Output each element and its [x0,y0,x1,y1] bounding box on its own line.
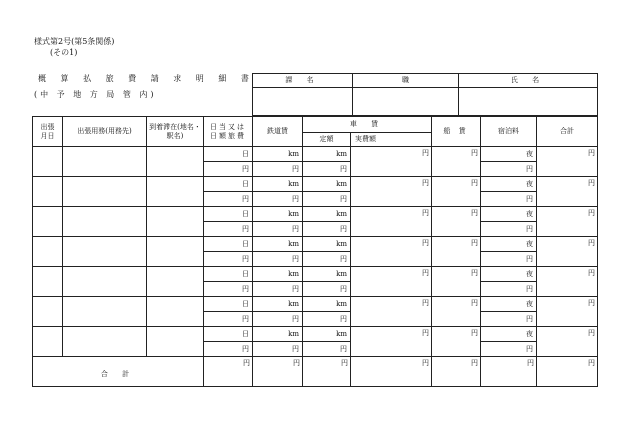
car-fixed-yen-unit: 円 [303,252,351,267]
form-sub-label: (その1) [50,48,78,57]
arrival-cell[interactable] [147,177,204,207]
lodging-night-unit: 夜 [481,207,537,222]
date-cell[interactable] [33,147,63,177]
arrival-cell[interactable] [147,297,204,327]
lodging-yen-unit: 円 [481,252,537,267]
total-sum-unit: 円 [537,357,598,387]
car-fixed-yen-unit: 円 [303,342,351,357]
arrival-cell[interactable] [147,207,204,237]
purpose-cell[interactable] [63,207,147,237]
car-km-unit: km [303,207,351,222]
daily-yen-unit: 円 [204,282,253,297]
daily-day-unit: 日 [204,207,253,222]
car-actual-unit: 円 [351,267,432,297]
col-header-daily: 日当又は日額旅費 [204,117,253,147]
car-km-unit: km [303,297,351,312]
arrival-cell[interactable] [147,327,204,357]
total-unit: 円 [537,207,598,237]
lodging-night-unit: 夜 [481,177,537,192]
total-unit: 円 [537,297,598,327]
car-actual-unit: 円 [351,237,432,267]
railway-yen-unit: 円 [253,342,303,357]
col-header-date: 出張月日 [33,117,63,147]
name-value-cell[interactable] [459,88,598,116]
ship-unit: 円 [432,207,481,237]
total-lodging-unit: 円 [481,357,537,387]
lodging-night-unit: 夜 [481,237,537,252]
lodging-yen-unit: 円 [481,312,537,327]
car-fixed-yen-unit: 円 [303,282,351,297]
daily-day-unit: 日 [204,327,253,342]
car-fixed-yen-unit: 円 [303,222,351,237]
date-cell[interactable] [33,297,63,327]
total-railway-unit: 円 [253,357,303,387]
ship-unit: 円 [432,147,481,177]
purpose-cell[interactable] [63,237,147,267]
total-daily-unit: 円 [204,357,253,387]
document-subtitle: (中 予 地 方 局 管 内) [34,90,157,99]
car-actual-unit: 円 [351,207,432,237]
total-unit: 円 [537,237,598,267]
table-row [33,297,598,312]
lodging-night-unit: 夜 [481,297,537,312]
purpose-cell[interactable] [63,297,147,327]
daily-day-unit: 日 [204,237,253,252]
date-cell[interactable] [33,177,63,207]
car-fixed-yen-unit: 円 [303,192,351,207]
purpose-cell[interactable] [63,327,147,357]
daily-yen-unit: 円 [204,192,253,207]
lodging-yen-unit: 円 [481,192,537,207]
expense-table [32,116,598,387]
railway-km-unit: km [253,237,303,252]
document-title: 概 算 払 旅 費 請 求 明 細 書 [38,74,255,83]
arrival-cell[interactable] [147,267,204,297]
date-cell[interactable] [33,327,63,357]
daily-day-unit: 日 [204,177,253,192]
railway-yen-unit: 円 [253,282,303,297]
header-section-label: 課 名 [253,74,353,88]
lodging-night-unit: 夜 [481,267,537,282]
date-cell[interactable] [33,207,63,237]
purpose-cell[interactable] [63,267,147,297]
form-number-label: 様式第2号(第5条関係) [34,37,115,46]
railway-yen-unit: 円 [253,222,303,237]
date-cell[interactable] [33,237,63,267]
total-unit: 円 [537,177,598,207]
car-km-unit: km [303,327,351,342]
col-header-total: 合計 [537,117,598,147]
table-row [33,327,598,342]
lodging-yen-unit: 円 [481,282,537,297]
lodging-yen-unit: 円 [481,162,537,177]
total-unit: 円 [537,147,598,177]
col-header-car-actual: 実費額 [351,133,432,147]
ship-unit: 円 [432,237,481,267]
car-fixed-yen-unit: 円 [303,312,351,327]
car-actual-unit: 円 [351,147,432,177]
col-header-arrival: 到着滞在(地名・駅名) [147,117,204,147]
ship-unit: 円 [432,177,481,207]
total-unit: 円 [537,327,598,357]
arrival-cell[interactable] [147,237,204,267]
lodging-night-unit: 夜 [481,147,537,162]
railway-km-unit: km [253,147,303,162]
daily-yen-unit: 円 [204,312,253,327]
car-km-unit: km [303,237,351,252]
lodging-night-unit: 夜 [481,327,537,342]
table-row [33,177,598,192]
header-box [252,73,598,116]
purpose-cell[interactable] [63,177,147,207]
total-unit: 円 [537,267,598,297]
col-header-railway: 鉄道賃 [253,117,303,147]
daily-yen-unit: 円 [204,162,253,177]
header-position-label: 職 [353,74,459,88]
col-header-car-fixed: 定額 [303,133,351,147]
railway-km-unit: km [253,267,303,282]
daily-day-unit: 日 [204,147,253,162]
table-row [33,267,598,282]
car-km-unit: km [303,177,351,192]
railway-km-unit: km [253,207,303,222]
car-km-unit: km [303,147,351,162]
daily-yen-unit: 円 [204,252,253,267]
section-value-cell[interactable] [253,88,353,116]
arrival-cell[interactable] [147,147,204,177]
railway-km-unit: km [253,297,303,312]
total-car-fixed-unit: 円 [303,357,351,387]
car-actual-unit: 円 [351,177,432,207]
col-header-car: 車 賃 [303,117,432,133]
col-header-ship: 船 賃 [432,117,481,147]
table-row [33,147,598,162]
total-label: 合 計 [33,357,204,387]
ship-unit: 円 [432,267,481,297]
total-ship-unit: 円 [432,357,481,387]
header-name-label: 氏 名 [459,74,598,88]
lodging-yen-unit: 円 [481,222,537,237]
railway-km-unit: km [253,177,303,192]
position-value-cell[interactable] [353,88,459,116]
total-car-actual-unit: 円 [351,357,432,387]
table-row [33,237,598,252]
daily-yen-unit: 円 [204,222,253,237]
purpose-cell[interactable] [63,147,147,177]
table-row [33,207,598,222]
railway-yen-unit: 円 [253,162,303,177]
col-header-lodging: 宿泊料 [481,117,537,147]
col-header-purpose: 出張用務(用務先) [63,117,147,147]
car-km-unit: km [303,267,351,282]
railway-yen-unit: 円 [253,312,303,327]
car-actual-unit: 円 [351,327,432,357]
daily-day-unit: 日 [204,297,253,312]
railway-km-unit: km [253,327,303,342]
daily-day-unit: 日 [204,267,253,282]
car-actual-unit: 円 [351,297,432,327]
ship-unit: 円 [432,327,481,357]
lodging-yen-unit: 円 [481,342,537,357]
date-cell[interactable] [33,267,63,297]
railway-yen-unit: 円 [253,252,303,267]
car-fixed-yen-unit: 円 [303,162,351,177]
railway-yen-unit: 円 [253,192,303,207]
daily-yen-unit: 円 [204,342,253,357]
ship-unit: 円 [432,297,481,327]
